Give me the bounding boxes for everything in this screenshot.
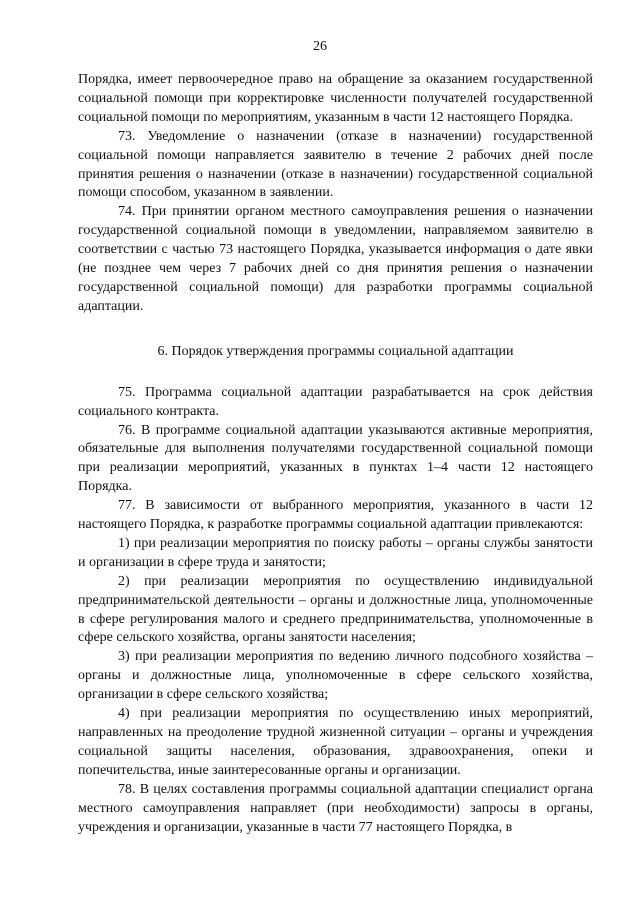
paragraph-78: 78. В целях составления программы социальной адаптации специалист органа местного самоуправления направляет (при необходимости) запросы в органы, учреждения и организации, указанные в части 77 настоящего Порядка, в: [78, 781, 593, 835]
paragraph-76: 76. В программе социальной адаптации указываются активные мероприятия, обязательные для выполнения получателями государственной социальной помощи при реализации мероприятий, указанных в пунктах 1–4 части 12 настоящего Порядка.: [78, 422, 593, 495]
page-number: 26: [313, 39, 327, 54]
list-item-2: 2) при реализации мероприятия по осуществлению индивидуальной предпринимательской деятельности – органы и должностные лица, уполномоченные в сфере регулирования малого и среднего предпринимательства, уполномоченные в сфере сельского хозяйства, органы занятости населения;: [78, 573, 593, 646]
list-item-1: 1) при реализации мероприятия по поиску работы – органы службы занятости и организации в сфере труда и занятости;: [78, 535, 593, 570]
paragraph-74: 74. При принятии органом местного самоуправления решения о назначении государственной социальной помощи в уведомлении, направляемом заявителю в соответствии с частью 73 настоящего Порядка, указывается информация о дате явки (не позднее чем через 7 рабочих дней со дня принятия решения о назначении государственной социальной помощи) для разработки программы социальной адаптации.: [78, 204, 593, 314]
list-item-3: 3) при реализации мероприятия по ведению личного подсобного хозяйства – органы и должностные лица, уполномоченные в сфере сельского хозяйства, организации в сфере сельского хозяйства;: [78, 649, 593, 703]
section-heading: 6. Порядок утверждения программы социальной адаптации: [157, 343, 514, 359]
document-body: [78, 71, 593, 837]
paragraph-continuation: Порядка, имеет первоочередное право на обращение за оказанием государственной социальной помощи при корректировке численности получателей государственной социальной помощи по мероприятиям, указанным в части 12 настоящего Порядка.: [78, 72, 593, 125]
list-item-4: 4) при реализации мероприятия по осуществлению иных мероприятий, направленных на преодоление трудной жизненной ситуации – органы и учреждения социальной защиты населения, образования, здравоохранения, опеки и попечительства, иные заинтересованные органы и организации.: [78, 706, 593, 778]
paragraph-73: 73. Уведомление о назначении (отказе в назначении) государственной социальной помощи направляется заявителю в течение 2 рабочих дней после принятия решения о назначении (отказе в назначении) государственной социальной помощи способом, указанном в заявлении.: [78, 128, 593, 201]
paragraph-75: 75. Программа социальной адаптации разрабатывается на срок действия социального контракта.: [78, 384, 593, 419]
paragraph-77: 77. В зависимости от выбранного мероприятия, указанного в части 12 настоящего Порядка, к разработке программы социальной адаптации привлекаются:: [78, 498, 593, 533]
